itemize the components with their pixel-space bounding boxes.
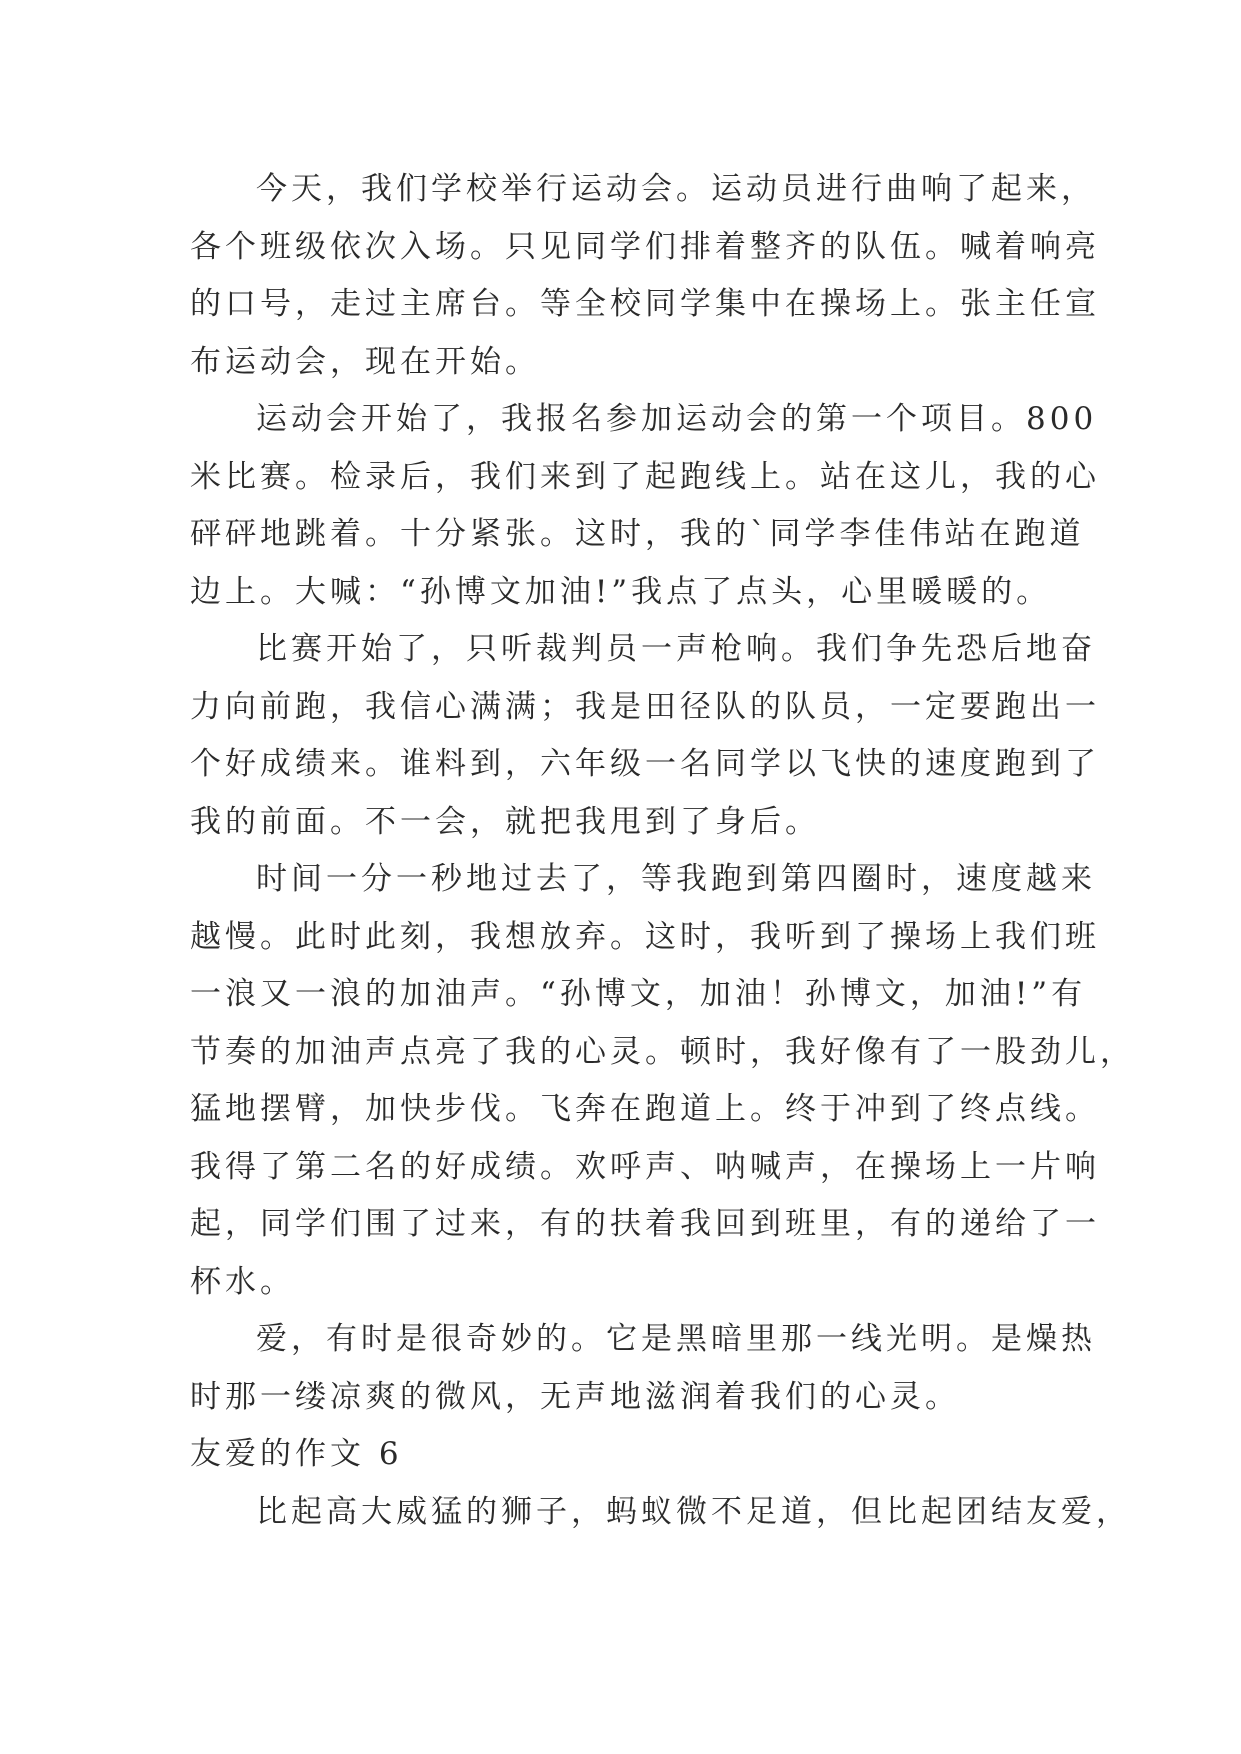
paragraph-love-conclusion <box>190 1311 1096 1426</box>
text-line: 个好成绩来。谁料到，六年级一名同学以飞快的速度跑到了 <box>190 746 1100 782</box>
text-line: 今天，我们学校举行运动会。运动员进行曲响了起来， <box>256 171 1096 207</box>
paragraph-cheering <box>190 851 1135 1311</box>
text-line: 一浪又一浪的加油声。“孙博文，加油！孙博文，加油!”有 <box>190 976 1087 1012</box>
text-line: 我得了第二名的好成绩。欢呼声、呐喊声，在操场上一片响 <box>190 1148 1100 1185</box>
text-line: 力向前跑，我信心满满；我是田径队的队员，一定要跑出一 <box>190 688 1100 725</box>
text-line: 猛地摆臂，加快步伐。飞奔在跑道上。终于冲到了终点线。 <box>190 1091 1100 1127</box>
text-line: 起，同学们围了过来，有的扶着我回到班里，有的递给了一 <box>190 1206 1100 1242</box>
text-line: 我的前面。不一会，就把我甩到了身后。 <box>190 803 820 840</box>
text-line: 布运动会，现在开始。 <box>190 343 540 380</box>
text-line: 比起高大威猛的狮子，蚂蚁微不足道，但比起团结友爱， <box>256 1493 1131 1530</box>
text-line: 运动会开始了，我报名参加运动会的第一个项目。800 <box>256 401 1098 437</box>
paragraph-race-start <box>190 621 1100 851</box>
text-line: 各个班级依次入场。只见同学们排着整齐的队伍。喊着响亮 <box>190 228 1100 265</box>
text-line: 时间一分一秒地过去了，等我跑到第四圈时，速度越来 <box>256 861 1096 897</box>
text-line: 的口号，走过主席台。等全校同学集中在操场上。张主任宣 <box>190 286 1100 322</box>
paragraph-800m-race <box>190 391 1100 621</box>
document-body <box>190 161 1135 1541</box>
text-line: 越慢。此时此刻，我想放弃。这时，我听到了操场上我们班 <box>190 918 1100 955</box>
text-line: 杯水。 <box>190 1263 295 1300</box>
paragraph-ants <box>190 1484 1131 1542</box>
text-line: 米比赛。检录后，我们来到了起跑线上。站在这儿，我的心 <box>190 458 1100 495</box>
text-line: 比赛开始了，只听裁判员一声枪响。我们争先恐后地奋 <box>256 631 1096 667</box>
text-line: 边上。大喊：“孙博文加油!”我点了点头，心里暖暖的。 <box>190 573 1052 610</box>
text-line: 砰砰地跳着。十分紧张。这时，我的`同学李佳伟站在跑道 <box>190 516 1085 552</box>
paragraph-sports-meet-opening <box>190 161 1100 391</box>
text-line: 爱，有时是很奇妙的。它是黑暗里那一线光明。是燥热 <box>256 1321 1096 1357</box>
text-line: 节奏的加油声点亮了我的心灵。顿时，我好像有了一股劲儿， <box>190 1033 1135 1070</box>
text-line: 时那一缕凉爽的微风，无声地滋润着我们的心灵。 <box>190 1378 960 1415</box>
section-title: 友爱的作文 6 <box>190 1436 403 1472</box>
